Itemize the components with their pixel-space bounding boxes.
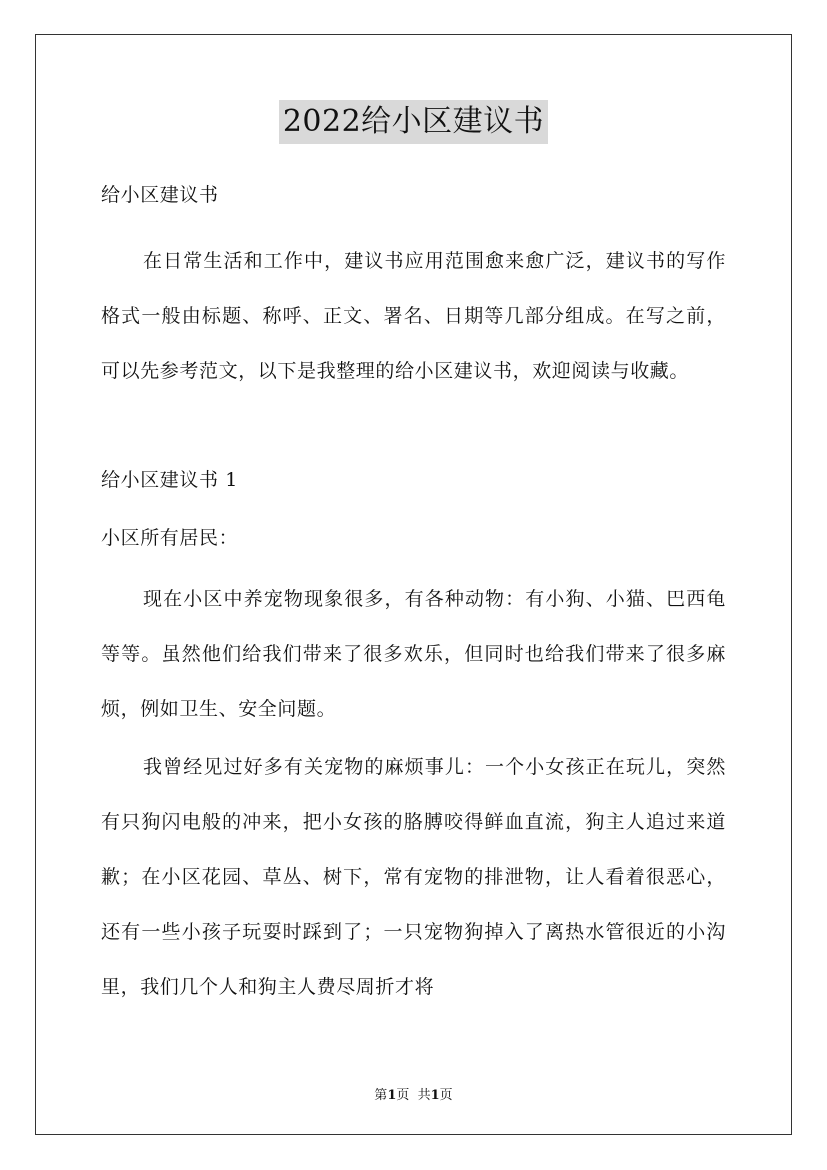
title-wrap bbox=[0, 100, 827, 144]
document-body bbox=[101, 176, 726, 1015]
body-paragraph-1: 现在小区中养宠物现象很多，有各种动物：有小狗、小猫、巴西龟等等。虽然他们给我们带来了很多欢乐，但同时也给我们带来了很多麻烦，例如卫生、安全问题。 bbox=[101, 588, 726, 720]
section-heading: 给小区建议书 1 bbox=[101, 469, 238, 491]
footer-page-prefix: 第 bbox=[374, 1088, 388, 1103]
footer-page-suffix: 页 bbox=[439, 1088, 453, 1103]
document-subtitle: 给小区建议书 bbox=[101, 184, 219, 206]
body-paragraph-2: 我曾经见过好多有关宠物的麻烦事儿：一个小女孩正在玩儿，突然有只狗闪电般的冲来，把小女孩的胳膊咬得鲜血直流，狗主人追过来道歉；在小区花园、草丛、树下，常有宠物的排泄物，让人看着很恶心，还有一些小孩子玩耍时踩到了；一只宠物狗掉入了离热水管很近的小沟里，我们几个人和狗主人费尽周折才将 bbox=[101, 756, 726, 998]
page-footer bbox=[0, 1084, 827, 1103]
document-title: 2022给小区建议书 bbox=[279, 100, 548, 144]
footer-page-number: 1 bbox=[387, 1088, 397, 1103]
footer-page-total: 1 bbox=[430, 1088, 440, 1103]
salutation: 小区所有居民： bbox=[101, 527, 239, 549]
footer-page-mid: 页 共 bbox=[396, 1088, 431, 1103]
intro-paragraph: 在日常生活和工作中，建议书应用范围愈来愈广泛，建议书的写作格式一般由标题、称呼、正文、署名、日期等几部分组成。在写之前，可以先参考范文，以下是我整理的给小区建议书，欢迎阅读与收藏。 bbox=[101, 250, 726, 382]
